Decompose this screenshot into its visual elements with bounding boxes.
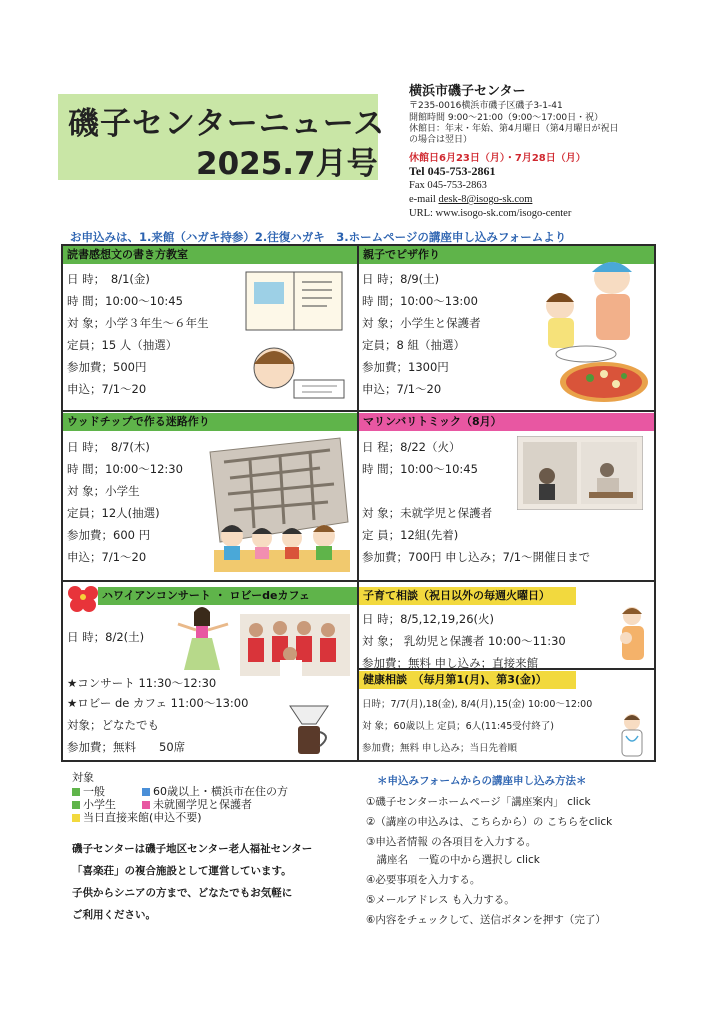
course-reading-title: 読書感想文の書き方教室 xyxy=(63,246,357,264)
course-pizza-fee: 参加費；1300円 xyxy=(362,360,449,374)
howto-step-4: ④必要事項を入力する。 xyxy=(366,874,481,886)
howto-step-2: ②（講座の申込みは、こちらから）の こちらをclick xyxy=(366,816,613,828)
course-maze-date: 日 時； 8/7(木) xyxy=(67,440,150,454)
legend-swatch xyxy=(72,801,80,809)
nurse-illustration xyxy=(612,712,652,760)
fax: Fax 045-753-2863 xyxy=(409,180,487,191)
course-marimba-date: 日 程；8/22（火） xyxy=(362,440,461,454)
legend-title: 対象 xyxy=(72,771,94,784)
howto-step-6: ⑥内容をチェックして、送信ボタンを押す（完了） xyxy=(366,914,606,926)
hibiscus-icon xyxy=(66,580,100,614)
marimba-photo xyxy=(517,436,643,510)
legend-label: 一般 xyxy=(83,785,105,798)
newsletter-issue: 2025.7月号 xyxy=(196,146,378,182)
course-pizza-date: 日 時；8/9(土) xyxy=(362,272,440,286)
holidays: 休館日：年末・年始、第4月曜日（第4月曜日が祝日 xyxy=(409,124,619,134)
course-pizza-target: 対 象；小学生と保護者 xyxy=(362,316,481,330)
course-pizza-time: 時 間；10:00～13:00 xyxy=(362,294,478,308)
legend-item-walkin xyxy=(72,809,202,825)
course-maze-title: ウッドチップで作る迷路作り xyxy=(63,413,357,431)
course-childcare-target: 対 象； 乳幼児と保護者 10:00～11:30 xyxy=(362,634,566,648)
address: 〒235-0016横浜市磯子区磯子3-1-41 xyxy=(409,101,563,111)
course-health-title: 健康相談 （毎月第1(月)、第3(金)） xyxy=(359,671,576,689)
org-name: 横浜市磯子センター xyxy=(409,84,526,99)
coffee-dripper-icon xyxy=(282,702,336,758)
legend-swatch xyxy=(142,801,150,809)
closed-days: 休館日6月23日（月）・7月28日（月） xyxy=(409,153,586,164)
email-label: e-mail xyxy=(409,194,436,205)
howto-step-1: ①磯子センターホームページ「講座案内」 click xyxy=(366,796,591,808)
course-childcare-fee: 参加費；無料 申し込み；直接来館 xyxy=(362,656,539,670)
course-childcare-date: 日 時；8/5,12,19,26(火) xyxy=(362,612,495,626)
course-health-date: 日時；7/7(月),18(金), 8/4(月),15(金) 10:00～12:00 xyxy=(362,699,593,710)
howto-title: ＊申込みフォームからの講座申し込み方法＊ xyxy=(377,775,587,787)
course-pizza-apply: 申込；7/1～20 xyxy=(362,382,442,396)
description-line-1: 磯子センターは磯子地区センター老人福祉センター xyxy=(72,843,313,855)
course-health-target: 対 象；60歳以上 定員；6人(11:45受付終了) xyxy=(362,721,554,732)
course-marimba-title: マリンバリトミック（8月） xyxy=(359,413,654,431)
wood-maze-illustration xyxy=(200,432,354,578)
newsletter-title: 磯子センターニュース xyxy=(68,106,386,142)
howto-step-3: ③申込者情報 の各項目を入力する。 xyxy=(366,836,537,848)
course-marimba-fee-apply: 参加費；700円 申し込み；7/1～開催日まで xyxy=(362,550,591,564)
course-hawaiian-title: ハワイアンコンサート ・ ロビーdeカフェ xyxy=(98,587,357,605)
course-maze-capacity: 定員；12人(抽選) xyxy=(67,506,160,520)
course-health-fee: 参加費；無料 申し込み；当日先着順 xyxy=(362,743,518,754)
course-childcare-title: 子育て相談（祝日以外の毎週火曜日） xyxy=(359,587,576,605)
course-marimba-time: 時 間；10:00～10:45 xyxy=(362,462,478,476)
course-hawaiian-date: 日 時；8/2(土) xyxy=(67,630,145,644)
howto-step-5: ⑤メールアドレス も入力する。 xyxy=(366,894,515,906)
mother-child-illustration xyxy=(608,604,652,664)
course-reading-target: 対 象；小学３年生～６年生 xyxy=(67,316,209,330)
legend-swatch xyxy=(72,814,80,822)
email-line xyxy=(409,194,532,205)
course-hawaiian-fee: 参加費；無料 50席 xyxy=(67,740,186,754)
book-writing-illustration xyxy=(232,268,352,406)
email-link[interactable]: desk-8@isogo-sk.com xyxy=(438,194,533,205)
legend-swatch xyxy=(72,788,80,796)
hula-dancer-illustration xyxy=(172,604,234,680)
band-photo xyxy=(240,614,350,676)
legend-swatch xyxy=(142,788,150,796)
legend-label: 未就園学児と保護者 xyxy=(153,798,252,811)
course-maze-apply: 申込；7/1～20 xyxy=(67,550,147,564)
course-hawaiian-cafe: ★ロビー de カフェ 11:00～13:00 xyxy=(67,696,249,710)
course-maze-fee: 参加費；600 円 xyxy=(67,528,151,542)
grid-divider-1 xyxy=(61,410,656,412)
description-line-2: 「喜楽荘」の複合施設として運営しています。 xyxy=(72,865,292,877)
course-reading-apply: 申込；7/1～20 xyxy=(67,382,147,396)
legend-label: 小学生 xyxy=(83,798,116,811)
course-reading-date: 日 時； 8/1(金) xyxy=(67,272,150,286)
course-reading-time: 時 間；10:00～10:45 xyxy=(67,294,183,308)
description-line-4: ご利用ください。 xyxy=(72,909,156,921)
howto-step-3-detail: 講座名 一覧の中から選択し click xyxy=(366,854,540,866)
holidays-cont: の場合は翌日） xyxy=(409,135,473,145)
opening-hours: 開館時間 9:00～21:00（9:00～17:00日・祝） xyxy=(409,113,604,123)
legend-label: 60歳以上・横浜市在住の方 xyxy=(153,785,288,798)
course-hawaiian-concert: ★コンサート 11:30～12:30 xyxy=(67,676,217,690)
course-hawaiian-target: 対象；どなたでも xyxy=(67,718,159,732)
course-reading-fee: 参加費；500円 xyxy=(67,360,147,374)
course-marimba-target: 対 象；未就学児と保護者 xyxy=(362,506,493,520)
website-url[interactable]: URL: www.isogo-sk.com/isogo-center xyxy=(409,208,572,219)
course-reading-capacity: 定員；15 人（抽選） xyxy=(67,338,178,352)
course-maze-target: 対 象；小学生 xyxy=(67,484,140,498)
tel: Tel 045-753-2861 xyxy=(409,164,496,178)
legend-label: 当日直接来館(申込不要) xyxy=(83,811,202,824)
course-marimba-capacity: 定 員；12組(先着) xyxy=(362,528,459,542)
course-pizza-title: 親子でピザ作り xyxy=(359,246,654,264)
pizza-illustration xyxy=(530,254,654,408)
grid-divider-2 xyxy=(61,580,656,582)
course-pizza-capacity: 定員；8 組（抽選） xyxy=(362,338,465,352)
apply-methods: お申込みは、1.来館（ハガキ持参）2.往復ハガキ 3.ホームページの講座申し込みフォームより xyxy=(70,230,567,244)
description-line-3: 子供からシニアの方まで、どなたでもお気軽に xyxy=(72,887,293,899)
course-maze-time: 時 間；10:00～12:30 xyxy=(67,462,183,476)
